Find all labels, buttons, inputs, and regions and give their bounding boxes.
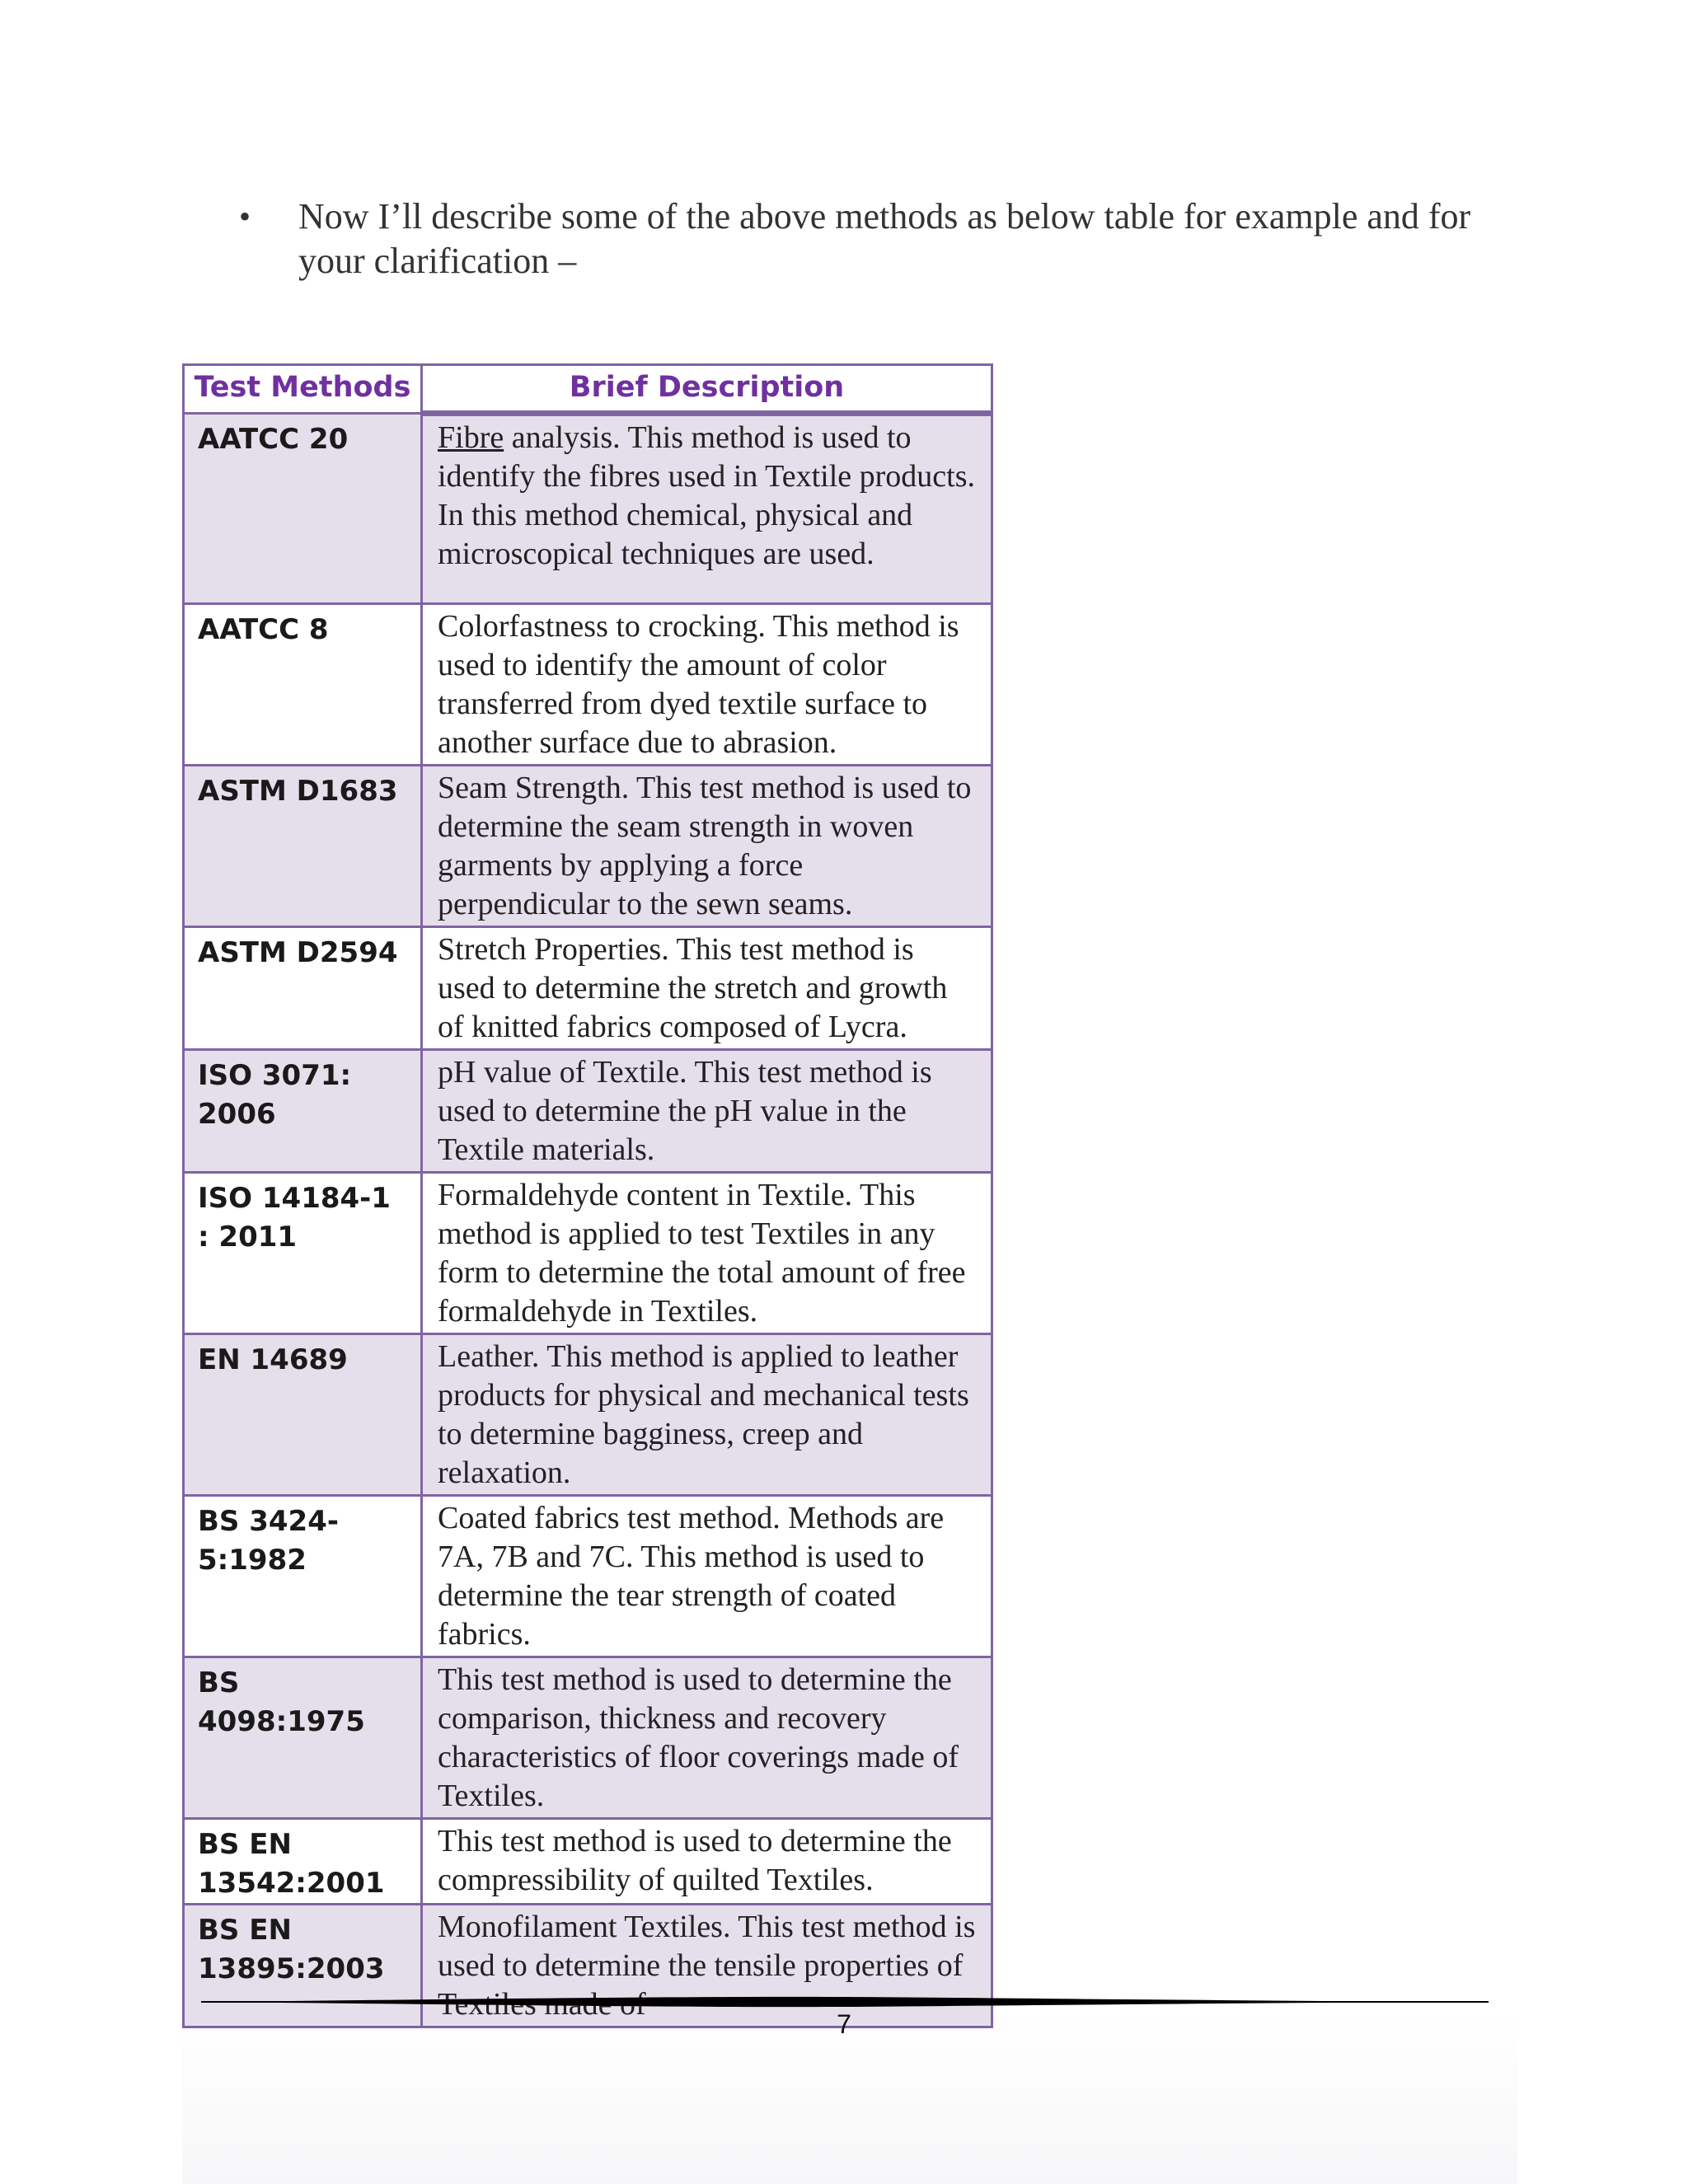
description-cell [422, 1496, 992, 1657]
description-text: This test method is used to determine the comparison, thickness and recovery characteristics of floor coverings made of Textiles. [438, 1662, 959, 1813]
description-text: analysis. This method is used to identify the fibres used in Textile products. In this method chemical, physical and microscopical techniques are used. [438, 420, 975, 571]
description-text: Seam Strength. This test method is used to determine the seam strength in woven garments by applying a force perpendicular to the sewn seams. [438, 771, 972, 921]
method-cell: AATCC 20 [184, 414, 422, 604]
method-cell: ASTM D1683 [184, 766, 422, 927]
description-text: Leather. This method is applied to leather products for physical and mechanical tests to determine bagginess, creep and relaxation. [438, 1339, 969, 1490]
test-methods-table [182, 363, 993, 2028]
description-text: Formaldehyde content in Textile. This method is applied to test Textiles in any form to determine the total amount of free formaldehyde in Textiles. [438, 1178, 966, 1329]
description-text: Stretch Properties. This test method is used to determine the stretch and growth of knitted fabrics composed of Lycra. [438, 932, 948, 1044]
table-row [184, 1050, 992, 1173]
description-text: This test method is used to determine the compressibility of quilted Textiles. [438, 1824, 952, 1897]
description-cell [422, 766, 992, 927]
description-lead: Fibre [438, 420, 504, 455]
method-cell: ISO 14184-1 : 2011 [184, 1173, 422, 1334]
method-cell: ISO 3071: 2006 [184, 1050, 422, 1173]
method-cell: BS EN 13542:2001 [184, 1819, 422, 1905]
intro-paragraph [239, 194, 1492, 284]
header-test-methods: Test Methods [184, 365, 422, 414]
method-cell: ASTM D2594 [184, 927, 422, 1050]
description-text: Monofilament Textiles. This test method is used to determine the tensile properties of [438, 1910, 976, 1983]
method-cell: AATCC 8 [184, 604, 422, 766]
description-cell [422, 1173, 992, 1334]
method-cell: BS 4098:1975 [184, 1657, 422, 1819]
table-row [184, 604, 992, 766]
method-cell: BS 3424-5:1982 [184, 1496, 422, 1657]
method-cell: EN 14689 [184, 1334, 422, 1496]
table-row [184, 1173, 992, 1334]
table-row [184, 1657, 992, 1819]
description-cell [422, 1050, 992, 1173]
description-cell [422, 1334, 992, 1496]
table-row [184, 1496, 992, 1657]
method-cell: BS EN 13895:2003 [184, 1905, 422, 2027]
description-text: pH value of Textile. This test method is used to determine the pH value in the Textile materials. [438, 1055, 932, 1167]
bullet-icon: • [239, 198, 251, 235]
description-cell [422, 1657, 992, 1819]
table-row [184, 766, 992, 927]
description-cell [422, 604, 992, 766]
description-cell [422, 927, 992, 1050]
description-text: Coated fabrics test method. Methods are 7A, 7B and 7C. This method is used to determine the tear strength of coated fabrics. [438, 1501, 945, 1652]
table-body [184, 414, 992, 2027]
table-row [184, 927, 992, 1050]
description-cell [422, 1819, 992, 1905]
description-cell [422, 414, 992, 604]
page-number: 7 [837, 2009, 851, 2039]
intro-text: Now I’ll describe some of the above methods as below table for example and for your clarification – [298, 196, 1471, 281]
description-text: Colorfastness to crocking. This method is used to identify the amount of color transferred from dyed textile surface to another surface due to abrasion. [438, 609, 959, 760]
table-row [184, 414, 992, 604]
table-row [184, 1819, 992, 1905]
table-row [184, 1334, 992, 1496]
table-header-row [184, 365, 992, 414]
header-brief-description: Brief Description [422, 365, 992, 414]
